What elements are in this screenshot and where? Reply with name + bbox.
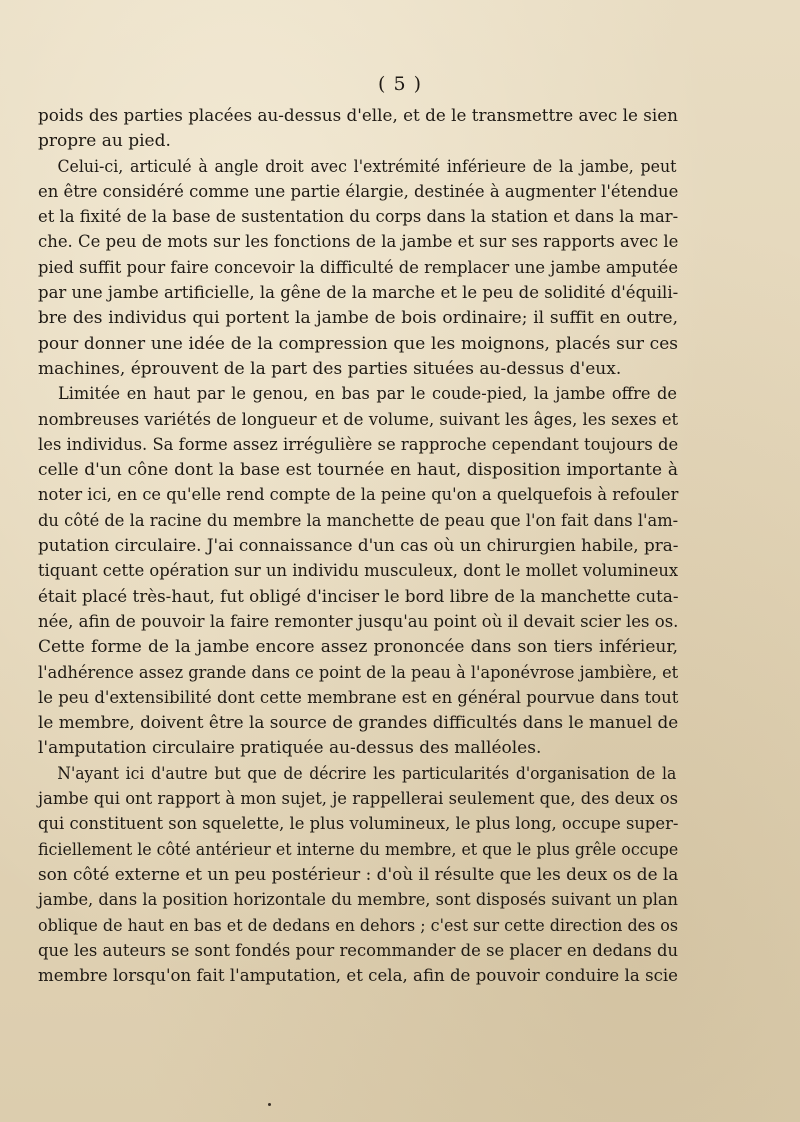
text-line: poids des parties placées au-dessus d'elle, et de le transmettre avec le sien [38,106,678,126]
text-line: le membre, doivent être la source de grandes difficultés dans le manuel de [38,713,679,734]
page-number: ( 5 ) [378,73,422,95]
text-line: propre au pied. [38,131,171,152]
text-line: celle d'un cône dont la base est tournée en haut, disposition importante à [38,460,678,481]
text-line: et la fixité de la base de sustentation du corps dans la station et dans la mar- [38,207,679,228]
text-line: l'adhérence assez grande dans ce point de la peau à l'aponévrose jambière, et [38,662,679,683]
text-line: qui constituent son squelette, le plus volumineux, le plus long, occupe super- [38,814,679,835]
text-line: jambe, dans la position horizontale du membre, sont disposés suivant un plan [38,890,678,911]
text-line: tiquant cette opération sur un individu musculeux, dont le mollet volumineux [38,561,679,582]
text-line: son côté externe et un peu postérieur : d'où il résulte que les deux os de la [38,864,679,885]
text-line: nombreuses variétés de longueur et de volume, suivant les âges, les sexes et [38,409,679,430]
text-line: membre lorsqu'on fait l'amputation, et cela, afin de pouvoir conduire la scie [38,966,678,987]
text-line: bre des individus qui portent la jambe de bois ordinaire; il suffit en outre, [38,308,678,329]
text-line: pied suffit pour faire concevoir la difficulté de remplacer une jambe amputée [38,257,679,278]
text-line: Limitée en haut par le genou, en bas par le coude-pied, la jambe offre de [57,384,677,405]
text-line: née, afin de pouvoir la faire remonter jusqu'au point où il devait scier les os. [38,611,679,632]
text-line: le peu d'extensibilité dont cette membrane est en général pourvue dans tout [38,687,679,708]
text-line: du côté de la racine du membre la manchette de peau que l'on fait dans l'am- [38,510,679,531]
text-line: machines, éprouvent de la part des parties situées au-dessus d'eux. [38,358,622,379]
text-line: était placé très-haut, fut obligé d'inciser le bord libre de la manchette cuta- [38,586,679,607]
text-line: les individus. Sa forme assez irrégulière se rapproche cependant toujours de [38,434,679,455]
text-line: jambe qui ont rapport à mon sujet, je rappellerai seulement que, des deux os [38,789,678,810]
body-text [38,104,678,989]
text-line: N'ayant ici d'autre but que de décrire les particularités d'organisation de la [57,763,677,784]
text-line: che. Ce peu de mots sur les fonctions de la jambe et sur ses rapports avec le [38,232,679,253]
text-line: putation circulaire. J'ai connaissance d'un cas où un chirurgien habile, pra- [38,536,679,557]
paper-speck [268,1103,271,1106]
text-line: pour donner une idée de la compression que les moignons, placés sur ces [38,333,678,354]
text-line: en être considéré comme une partie élargie, destinée à augmenter l'étendue [38,181,679,202]
text-line: par une jambe artificielle, la gêne de la marche et le peu de solidité d'équili- [38,283,679,304]
text-line: oblique de haut en bas et de dedans en dehors ; c'est sur cette direction des os [38,915,679,936]
text-line: Celui-ci, articulé à angle droit avec l'extrémité inférieure de la jambe, peut [57,156,677,177]
text-line: noter ici, en ce qu'elle rend compte de la peine qu'on a quelquefois à refouler [38,485,679,506]
text-line: Cette forme de la jambe encore assez prononcée dans son tiers inférieur, [38,637,678,658]
text-line: que les auteurs se sont fondés pour recommander de se placer en dedans du [38,940,679,961]
text-line: ficiellement le côté antérieur et interne du membre, et que le plus grêle occupe [38,839,679,860]
text-line: l'amputation circulaire pratiquée au-dessus des malléoles. [38,738,542,759]
